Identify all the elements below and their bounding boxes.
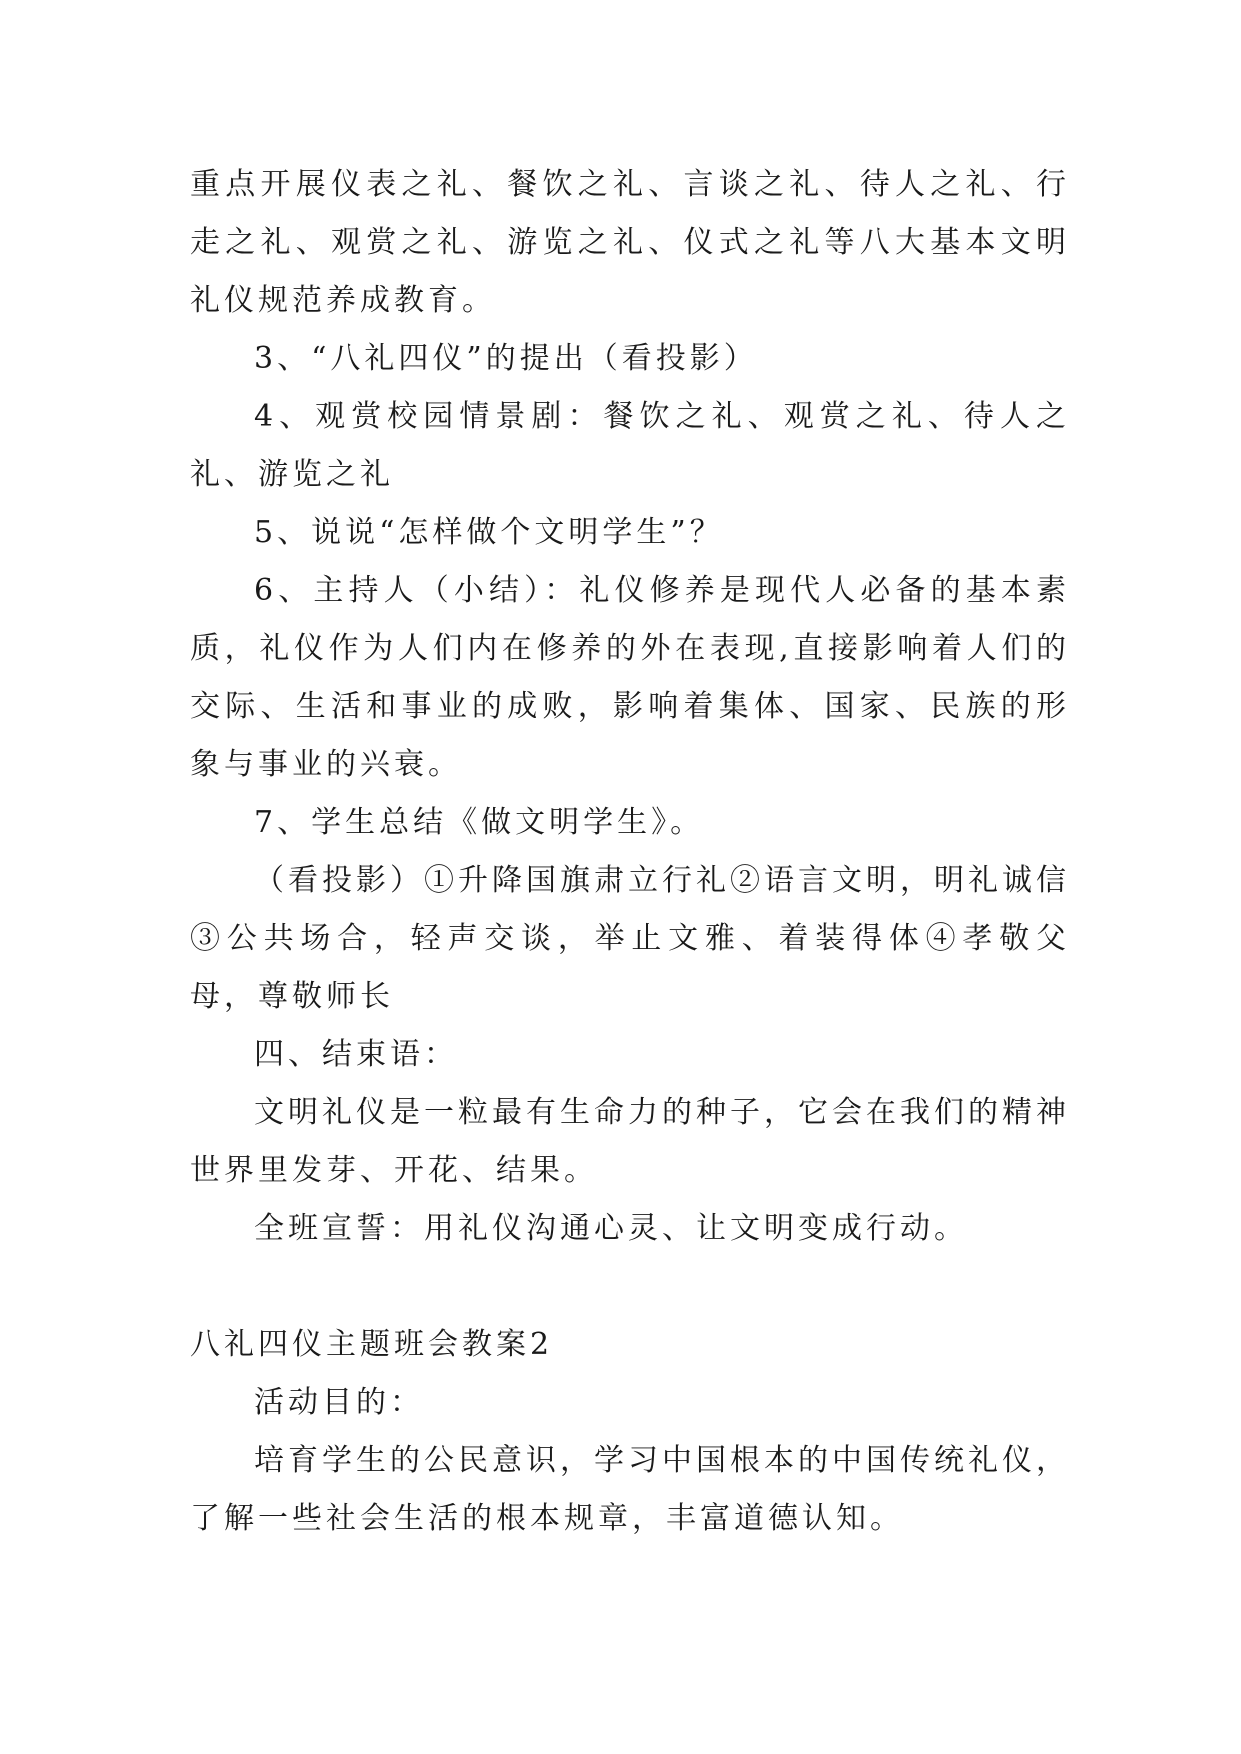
paragraph-class-oath: 全班宣誓：用礼仪沟通心灵、让文明变成行动。 [254,1211,968,1246]
paragraph-activity-goal-text: 培育学生的公民意识，学习中国根本的中国传统礼仪，了解一些社会生活的根本规章，丰富道德认知。 [190,1443,1070,1536]
section-spacer [190,1258,1070,1316]
paragraph-item-7: 7、学生总结《做文明学生》。 [254,805,705,840]
paragraph-intro-continued: 重点开展仪表之礼、餐饮之礼、言谈之礼、待人之礼、行走之礼、观赏之礼、游览之礼、仪式之礼等八大基本文明礼仪规范养成教育。 [190,167,1070,318]
paragraph-item-4: 4、观赏校园情景剧：餐饮之礼、观赏之礼、待人之礼、游览之礼 [190,399,1070,492]
paragraph-item-6: 6、主持人（小结）：礼仪修养是现代人必备的基本素质，礼仪作为人们内在修养的外在表现,直接影响着人们的交际、生活和事业的成败，影响着集体、国家、民族的形象与事业的兴衰。 [190,573,1070,782]
paragraph-item-5: 5、说说“怎样做个文明学生”？ [254,515,724,550]
paragraph-activity-goal-heading: 活动目的： [254,1385,424,1420]
paragraph-projection-list: （看投影）①升降国旗肃立行礼②语言文明，明礼诚信③公共场合，轻声交谈，举止文雅、着装得体④孝敬父母，尊敬师长 [190,863,1070,1014]
paragraph-closing-text: 文明礼仪是一粒最有生命力的种子，它会在我们的精神世界里发芽、开花、结果。 [190,1095,1070,1188]
document-body [190,156,1070,1548]
paragraph-item-3: 3、“八礼四仪”的提出（看投影） [254,341,758,376]
paragraph-closing-heading: 四、结束语： [254,1037,458,1072]
section-title: 八礼四仪主题班会教案2 [190,1327,554,1362]
